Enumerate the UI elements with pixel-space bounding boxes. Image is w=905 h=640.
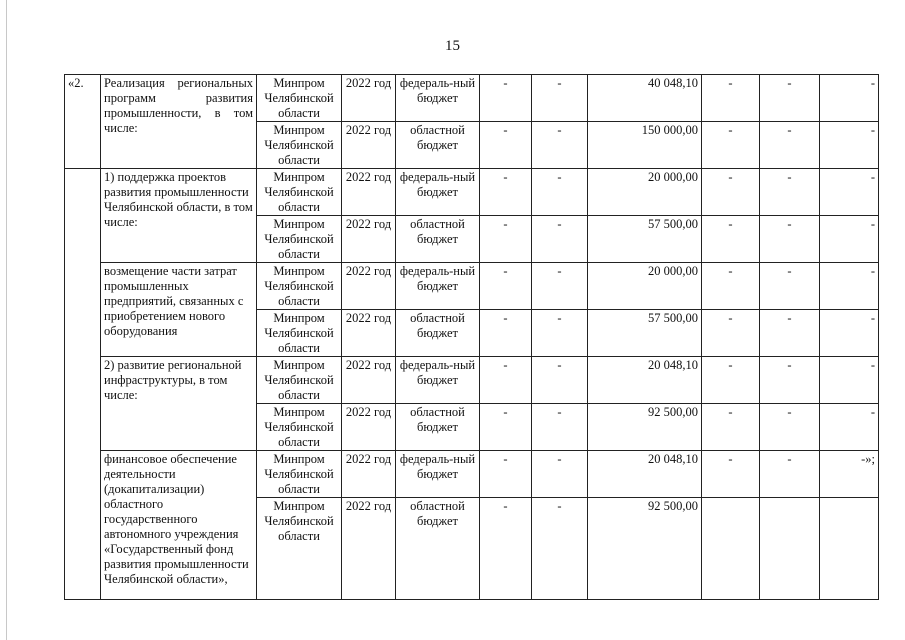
value-cell: - — [480, 357, 532, 404]
executor-cell: Минпром Челябинской области — [257, 498, 342, 600]
year-cell: 2022 год — [342, 122, 396, 169]
executor-cell: Минпром Челябинской области — [257, 216, 342, 263]
amount-cell: 92 500,00 — [588, 498, 702, 600]
value-cell: - — [480, 75, 532, 122]
value-cell: - — [480, 404, 532, 451]
value-cell: - — [532, 357, 588, 404]
row-number — [65, 169, 101, 600]
value-cell — [760, 498, 820, 600]
source-cell: областной бюджет — [396, 122, 480, 169]
row-number: «2. — [65, 75, 101, 169]
table-row — [65, 357, 879, 404]
executor-cell: Минпром Челябинской области — [257, 75, 342, 122]
value-cell: - — [760, 263, 820, 310]
left-margin-rule — [6, 0, 7, 640]
year-cell: 2022 год — [342, 498, 396, 600]
executor-cell: Минпром Челябинской области — [257, 357, 342, 404]
value-cell: - — [480, 216, 532, 263]
value-cell: - — [480, 169, 532, 216]
source-cell: федераль-ный бюджет — [396, 357, 480, 404]
value-cell: - — [760, 404, 820, 451]
source-cell: федераль-ный бюджет — [396, 75, 480, 122]
value-cell: - — [532, 451, 588, 498]
value-cell: - — [820, 404, 879, 451]
value-cell: - — [760, 451, 820, 498]
source-cell: областной бюджет — [396, 216, 480, 263]
source-cell: федераль-ный бюджет — [396, 169, 480, 216]
value-cell: - — [532, 122, 588, 169]
source-cell: федераль-ный бюджет — [396, 451, 480, 498]
value-cell: - — [480, 310, 532, 357]
amount-cell: 20 048,10 — [588, 451, 702, 498]
amount-cell: 20 048,10 — [588, 357, 702, 404]
year-cell: 2022 год — [342, 357, 396, 404]
table-row — [65, 451, 879, 498]
value-cell: - — [820, 216, 879, 263]
value-cell: - — [702, 310, 760, 357]
row-name: 2) развитие региональной инфраструктуры, в том числе: — [101, 357, 257, 451]
executor-cell: Минпром Челябинской области — [257, 310, 342, 357]
value-cell: - — [702, 404, 760, 451]
value-cell: - — [702, 357, 760, 404]
source-cell: федераль-ный бюджет — [396, 263, 480, 310]
value-cell: - — [532, 75, 588, 122]
amount-cell: 20 000,00 — [588, 169, 702, 216]
value-cell: - — [480, 263, 532, 310]
executor-cell: Минпром Челябинской области — [257, 404, 342, 451]
value-cell: - — [760, 357, 820, 404]
year-cell: 2022 год — [342, 310, 396, 357]
value-cell: - — [532, 498, 588, 600]
value-cell: - — [820, 122, 879, 169]
source-cell: областной бюджет — [396, 498, 480, 600]
row-name — [101, 75, 257, 169]
value-cell: - — [702, 451, 760, 498]
year-cell: 2022 год — [342, 451, 396, 498]
value-cell: - — [820, 357, 879, 404]
value-cell: - — [702, 263, 760, 310]
amount-cell: 20 000,00 — [588, 263, 702, 310]
row-name-line: промышленности, в том — [104, 106, 253, 120]
value-cell: - — [532, 310, 588, 357]
table-row — [65, 169, 879, 216]
value-cell: - — [480, 122, 532, 169]
value-cell: - — [532, 216, 588, 263]
executor-cell: Минпром Челябинской области — [257, 122, 342, 169]
source-cell: областной бюджет — [396, 404, 480, 451]
year-cell: 2022 год — [342, 216, 396, 263]
value-cell: - — [532, 263, 588, 310]
value-cell: - — [702, 216, 760, 263]
amount-cell: 150 000,00 — [588, 122, 702, 169]
year-cell: 2022 год — [342, 404, 396, 451]
year-cell: 2022 год — [342, 169, 396, 216]
value-cell: - — [532, 169, 588, 216]
value-cell: - — [820, 169, 879, 216]
page-number: 15 — [445, 38, 460, 54]
row-name: 1) поддержка проектов развития промышленности Челябинской области, в том числе: — [101, 169, 257, 263]
year-cell: 2022 год — [342, 263, 396, 310]
value-cell: - — [760, 310, 820, 357]
amount-cell: 40 048,10 — [588, 75, 702, 122]
value-cell: - — [760, 169, 820, 216]
value-cell: - — [760, 75, 820, 122]
value-cell: - — [820, 75, 879, 122]
row-name: возмещение части затрат промышленных предприятий, связанных с приобретением нового оборудования — [101, 263, 257, 357]
value-cell: - — [820, 263, 879, 310]
row-name: финансовое обеспечение деятельности (докапитализации) областного государственного автономного учреждения «Государственный фонд развития промышленности Челябинской области», — [101, 451, 257, 600]
table-row — [65, 263, 879, 310]
executor-cell: Минпром Челябинской области — [257, 263, 342, 310]
amount-cell: 92 500,00 — [588, 404, 702, 451]
value-cell — [702, 498, 760, 600]
year-cell: 2022 год — [342, 75, 396, 122]
amount-cell: 57 500,00 — [588, 310, 702, 357]
value-cell: - — [820, 310, 879, 357]
value-cell — [820, 498, 879, 600]
value-cell: - — [702, 75, 760, 122]
value-cell: -»; — [820, 451, 879, 498]
executor-cell: Минпром Челябинской области — [257, 169, 342, 216]
budget-table — [64, 74, 879, 600]
value-cell: - — [760, 216, 820, 263]
value-cell: - — [702, 169, 760, 216]
value-cell: - — [532, 404, 588, 451]
value-cell: - — [480, 498, 532, 600]
executor-cell: Минпром Челябинской области — [257, 451, 342, 498]
row-name-line: Реализация региональных — [104, 76, 253, 90]
row-name-line: программ развития — [104, 91, 253, 105]
amount-cell: 57 500,00 — [588, 216, 702, 263]
source-cell: областной бюджет — [396, 310, 480, 357]
value-cell: - — [760, 122, 820, 169]
row-name-line: числе: — [104, 121, 138, 135]
table-row — [65, 75, 879, 122]
value-cell: - — [480, 451, 532, 498]
value-cell: - — [702, 122, 760, 169]
